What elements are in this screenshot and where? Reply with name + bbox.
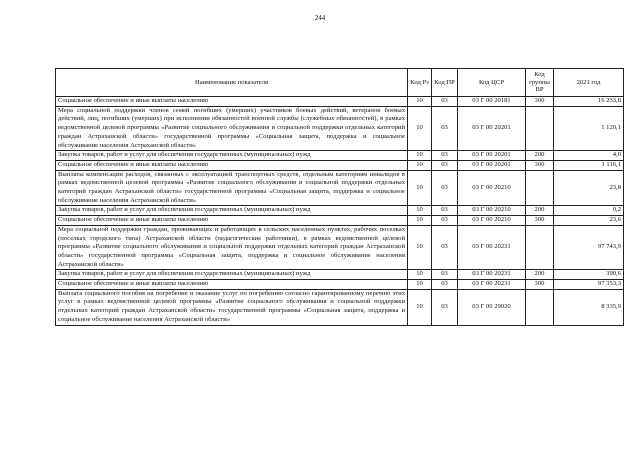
- row-pr: 03: [432, 151, 458, 161]
- row-amount: 16 233,8: [554, 97, 624, 107]
- row-name: Социальное обеспечение и иные выплаты населению: [56, 160, 408, 170]
- row-name: Мера социальной поддержки членов семей погибших (умерших) участников боевых действий, ветеранов боевых действий, лиц, погибших (умерших) при исполнении обязанностей военной службы (служебных обязанностей), в рамках ведомственной целевой программы «Развитие социального обслуживания и социальной поддержки отдельных категорий граждан Астраханской области» государственной программы «Социальная защита, поддержка и социальное обслуживание населения Астраханской области»: [56, 106, 408, 151]
- row-rz: 10: [408, 225, 432, 270]
- table-row: [56, 280, 624, 290]
- row-rz: 10: [408, 170, 432, 206]
- table-row: [56, 225, 624, 270]
- row-rz: 10: [408, 106, 432, 151]
- row-name: Выплаты компенсации расходов, связанных с эксплуатацией транспортных средств, отдельным категориям инвалидов в рамках ведомственной целевой программы «Развитие социального обслуживания и социальной поддержки отдельных категорий граждан Астраханской области» государственной программы «Социальная защита, поддержка и социальное обслуживание населения Астраханской области»: [56, 170, 408, 206]
- row-name: Выплата социального пособия на погребение и оказание услуг по погребению согласно гарантированному перечню этих услуг в рамках ведомственной целевой программы «Развитие социального обслуживания и социальной поддержки отдельных категорий граждан Астраханской области» государственной программы «Социальная защита, поддержка и социальное обслуживание населения Астраханской области»: [56, 289, 408, 325]
- table-header-row: [56, 69, 624, 97]
- table-row: [56, 151, 624, 161]
- row-vr: 300: [526, 280, 554, 290]
- row-amount: 0,2: [554, 206, 624, 216]
- row-pr: 03: [432, 206, 458, 216]
- row-rz: 10: [408, 206, 432, 216]
- row-pr: 03: [432, 170, 458, 206]
- table-row: [56, 160, 624, 170]
- row-amount: 4,0: [554, 151, 624, 161]
- row-rz: 10: [408, 280, 432, 290]
- row-vr: [526, 225, 554, 270]
- row-vr: 300: [526, 97, 554, 107]
- row-amount: 97 743,9: [554, 225, 624, 270]
- table-row: [56, 270, 624, 280]
- row-csr: 03 Г 00 20201: [458, 151, 526, 161]
- row-vr: 200: [526, 151, 554, 161]
- row-pr: 03: [432, 160, 458, 170]
- row-rz: 10: [408, 151, 432, 161]
- table-row: [56, 206, 624, 216]
- row-rz: 10: [408, 97, 432, 107]
- row-csr: 03 Г 00 20210: [458, 216, 526, 226]
- row-name: Закупка товаров, работ и услуг для обеспечения государственных (муниципальных) нужд: [56, 206, 408, 216]
- header-year: 2021 год: [554, 69, 624, 97]
- row-pr: 03: [432, 225, 458, 270]
- row-pr: 03: [432, 106, 458, 151]
- row-name: Социальное обеспечение и иные выплаты населению: [56, 216, 408, 226]
- header-rz: Код Рз: [408, 69, 432, 97]
- row-pr: 03: [432, 97, 458, 107]
- header-csr: Код ЦСР: [458, 69, 526, 97]
- row-pr: 03: [432, 280, 458, 290]
- row-csr: 03 Г 00 20210: [458, 206, 526, 216]
- row-csr: 03 Г 00 20231: [458, 270, 526, 280]
- table-row: [56, 216, 624, 226]
- row-csr: 03 Г 00 29020: [458, 289, 526, 325]
- row-amount: 23,6: [554, 216, 624, 226]
- table-row: [56, 170, 624, 206]
- row-vr: [526, 106, 554, 151]
- header-name: Наименование показателя: [56, 69, 408, 97]
- row-csr: 03 Г 00 20181: [458, 97, 526, 107]
- row-pr: 03: [432, 289, 458, 325]
- row-csr: 03 Г 00 20210: [458, 170, 526, 206]
- row-vr: 300: [526, 160, 554, 170]
- row-name: Социальное обеспечение и иные выплаты населению: [56, 97, 408, 107]
- row-csr: 03 Г 00 20231: [458, 225, 526, 270]
- row-csr: 03 Г 00 20231: [458, 280, 526, 290]
- row-csr: 03 Г 00 20201: [458, 106, 526, 151]
- row-pr: 03: [432, 270, 458, 280]
- row-amount: 8 335,9: [554, 289, 624, 325]
- table-row: [56, 106, 624, 151]
- table-row: [56, 97, 624, 107]
- row-rz: 10: [408, 289, 432, 325]
- row-amount: 1 116,1: [554, 160, 624, 170]
- row-pr: 03: [432, 216, 458, 226]
- row-vr: [526, 170, 554, 206]
- page-number: 244: [314, 14, 326, 22]
- row-amount: 1 120,1: [554, 106, 624, 151]
- header-vr: Код группы ВР: [526, 69, 554, 97]
- row-csr: 03 Г 00 20201: [458, 160, 526, 170]
- row-amount: 97 353,3: [554, 280, 624, 290]
- row-vr: 200: [526, 206, 554, 216]
- row-name: Закупка товаров, работ и услуг для обеспечения государственных (муниципальных) нужд: [56, 270, 408, 280]
- row-amount: 390,6: [554, 270, 624, 280]
- row-vr: 200: [526, 270, 554, 280]
- row-vr: [526, 289, 554, 325]
- header-pr: Код ПР: [432, 69, 458, 97]
- row-name: Закупка товаров, работ и услуг для обеспечения государственных (муниципальных) нужд: [56, 151, 408, 161]
- row-rz: 10: [408, 216, 432, 226]
- row-name: Социальное обеспечение и иные выплаты населению: [56, 280, 408, 290]
- row-rz: 10: [408, 270, 432, 280]
- row-rz: 10: [408, 160, 432, 170]
- row-vr: 300: [526, 216, 554, 226]
- table-row: [56, 289, 624, 325]
- row-name: Мера социальной поддержки граждан, проживающих и работающих в сельских населенных пунктах, рабочих поселках (поселках городского типа) Астраханской области (педагогические работники), в рамках ведомственной целевой программы «Развитие социального обслуживания и социальной поддержки отдельных категорий граждан Астраханской области» государственной программы «Социальная защита, поддержка и социальное обслуживание населения Астраханской области»: [56, 225, 408, 270]
- budget-table: [55, 68, 624, 326]
- row-amount: 23,8: [554, 170, 624, 206]
